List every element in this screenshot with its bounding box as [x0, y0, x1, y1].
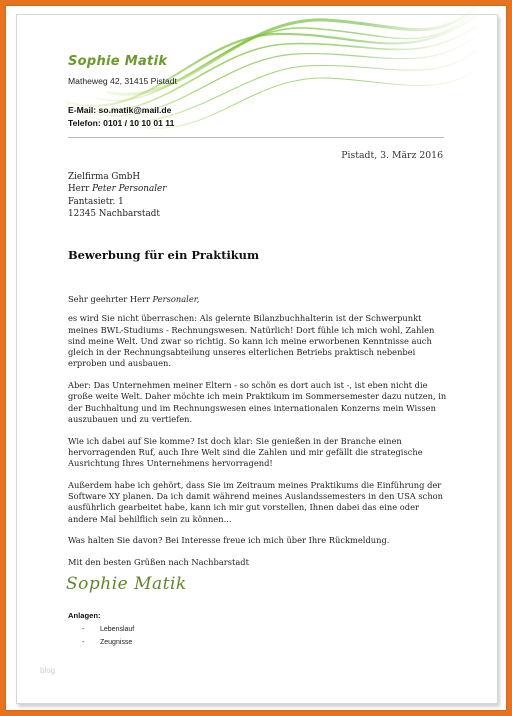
sender-email: E-Mail: so.matik@mail.de [68, 105, 172, 115]
closing: Mit den besten Grüßen nach Nachbarstadt [68, 557, 249, 567]
attachment-label: Zeugnisse [100, 638, 133, 646]
sender-name: Sophie Matik [68, 54, 168, 69]
attachment-label: Lebenslauf [100, 626, 135, 633]
recipient-address [68, 171, 166, 220]
list-item: - Lebenslauf [82, 626, 135, 633]
recipient-person-prefix: Herr [68, 184, 93, 195]
body-paragraph: Wie ich dabei auf Sie komme? Ist doch klar: Sie genießen in der Branche einen hervorragenden Ruf, auch Ihre Welt sind die Zahlen und mir gefällt die strategische Ausrichtung Ihres Unternehmens hervorragend! [68, 435, 423, 468]
recipient-company: Zielfirma GmbH [68, 172, 141, 182]
watermark: blog [40, 666, 56, 675]
letter-date: Pistadt, 3. März 2016 [341, 150, 443, 161]
handwritten-signature: Sophie Matik [66, 574, 187, 594]
body-paragraph: Aber: Das Unternehmen meiner Eltern - so schön es dort auch ist -, ist eben nicht die große weite Welt. Daher möchte ich mein Praktikum im Sommersemester dazu nutzen, in der Buchhaltung und im Rechnungswesen eines internationalen Konzerns mein Wissen auszubauen und zu vertiefen. [68, 380, 447, 424]
attachments-list [82, 624, 134, 649]
body-paragraph: Außerdem habe ich gehört, dass Sie im Zeitraum meines Praktikums die Einführung der Software XY planen. Da ich damit während meines Auslandssemesters in den USA schon ausführlich gearbeitet habe, kann ich mir gut vorstellen, Ihnen dabei das eine oder andere Mal behilflich sein zu können... [68, 479, 444, 524]
salutation-name: Personaler, [152, 294, 200, 304]
body-paragraph: Was halten Sie davon? Bei Interesse freue ich mich über Ihre Rückmeldung. [68, 535, 390, 546]
salutation-prefix: Sehr geehrter Herr [68, 294, 153, 304]
header-divider [68, 137, 444, 138]
letter-body [68, 294, 448, 579]
body-paragraph: es wird Sie nicht überraschen: Als gelernte Bilanzbuchhalterin ist der Schwerpunkt meines BWL-Studiums - Rechnungswesen. Natürlich! Dort fühle ich mich wohl, Zahlen sind meine Welt. Und zwar so richtig. So kann ich meine erworbenen Kenntnisse auch gleich in der Rechnungsabteilung unseres elterlichen Betriebs praktisch nebenbei erproben und ausbauen. [68, 313, 435, 369]
recipient-street: Fantasietr. 1 [68, 196, 124, 207]
letter-page [6, 6, 506, 710]
recipient-person-name: Peter Personaler [92, 184, 167, 195]
list-item: - Zeugnisse [82, 638, 133, 646]
recipient-person [68, 183, 166, 195]
letter-subject: Bewerbung für ein Praktikum [68, 248, 260, 262]
attachments-title: Anlagen: [68, 611, 101, 620]
salutation [68, 294, 448, 305]
sender-address: Matheweg 42, 31415 Pistadt [68, 76, 177, 86]
recipient-city: 12345 Nachbarstadt [68, 208, 160, 219]
sender-phone: Telefon: 0101 / 10 10 01 11 [68, 118, 175, 128]
